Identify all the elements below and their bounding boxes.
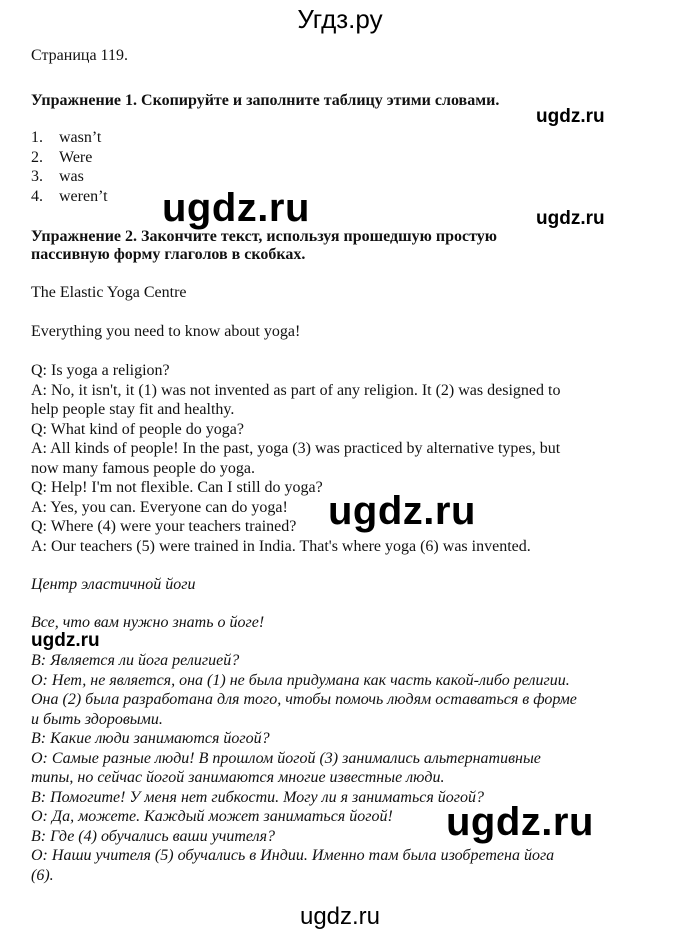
text-line: О: Самые разные люди! В прошлом йогой (3) занимались альтернативные	[31, 749, 541, 767]
english-subtitle: Everything you need to know about yoga!	[31, 323, 301, 340]
text-line: В: Какие люди занимаются йогой?	[31, 730, 270, 747]
text-line: help people stay fit and healthy.	[31, 401, 235, 418]
page-number: Страница 119.	[31, 47, 128, 64]
watermark-small-1: ugdz.ru	[536, 106, 605, 127]
text-line: Q: What kind of people do yoga?	[31, 420, 244, 438]
watermark-small-2: ugdz.ru	[536, 208, 605, 229]
text-line: О: Нет, не является, она (1) не была придумана как часть какой-либо религии.	[31, 671, 570, 689]
text-line: A: Yes, you can. Everyone can do yoga!	[31, 498, 288, 516]
text-line: Она (2) была разработана для того, чтобы помочь людям оставаться в форме	[31, 691, 577, 708]
text-line: Q: Help! I'm not flexible. Can I still do yoga?	[31, 479, 323, 496]
list-item: 2. Were	[31, 148, 93, 166]
watermark-large-2: ugdz.ru	[328, 489, 476, 533]
watermark-large-3: ugdz.ru	[446, 800, 594, 844]
list-item: 4. weren’t	[31, 187, 108, 205]
text-line: (6).	[31, 866, 54, 884]
text-line: типы, но сейчас йогой занимаются многие известные люди.	[31, 769, 445, 786]
list-item: 3. was	[31, 168, 84, 185]
text-line: В: Помогите! У меня нет гибкости. Могу ли я заниматься йогой?	[31, 788, 485, 806]
russian-subtitle: Все, что вам нужно знать о йоге!	[31, 614, 265, 631]
russian-title: Центр эластичной йоги	[31, 576, 196, 593]
russian-text	[31, 651, 631, 885]
exercise1-heading: Упражнение 1. Скопируйте и заполните таблицу этими словами.	[31, 92, 500, 109]
text-line: A: All kinds of people! In the past, yoga (3) was practiced by alternative types, but	[31, 440, 561, 457]
english-title: The Elastic Yoga Centre	[31, 284, 187, 301]
text-line: О: Наши учителя (5) обучались в Индии. Именно там была изобретена йога	[31, 847, 555, 864]
text-line: В: Является ли йога религией?	[31, 652, 240, 669]
text-line: Q: Is yoga a religion?	[31, 362, 170, 379]
text-line: A: No, it isn't, it (1) was not invented as part of any religion. It (2) was designed to	[31, 381, 561, 399]
bottom-watermark: ugdz.ru	[299, 903, 381, 930]
watermark-large-1: ugdz.ru	[162, 186, 310, 230]
text-line: A: Our teachers (5) were trained in India. That's where yoga (6) was invented.	[31, 537, 531, 555]
text-line: now many famous people do yoga.	[31, 459, 255, 477]
text-line: О: Да, можете. Каждый может заниматься йогой!	[31, 808, 393, 825]
text-line: и быть здоровыми.	[31, 710, 163, 728]
watermark-small-3: ugdz.ru	[31, 630, 100, 651]
text-line: Q: Where (4) were your teachers trained?	[31, 518, 297, 535]
text-line: В: Где (4) обучались ваши учителя?	[31, 827, 275, 845]
exercise2-heading: Упражнение 2. Закончите текст, используя прошедшую простую пассивную форму глаголов в скобках.	[31, 228, 497, 263]
site-title: Угдз.ру	[297, 4, 383, 34]
exercise1-list	[31, 128, 108, 206]
list-item: 1. wasn’t	[31, 129, 102, 146]
